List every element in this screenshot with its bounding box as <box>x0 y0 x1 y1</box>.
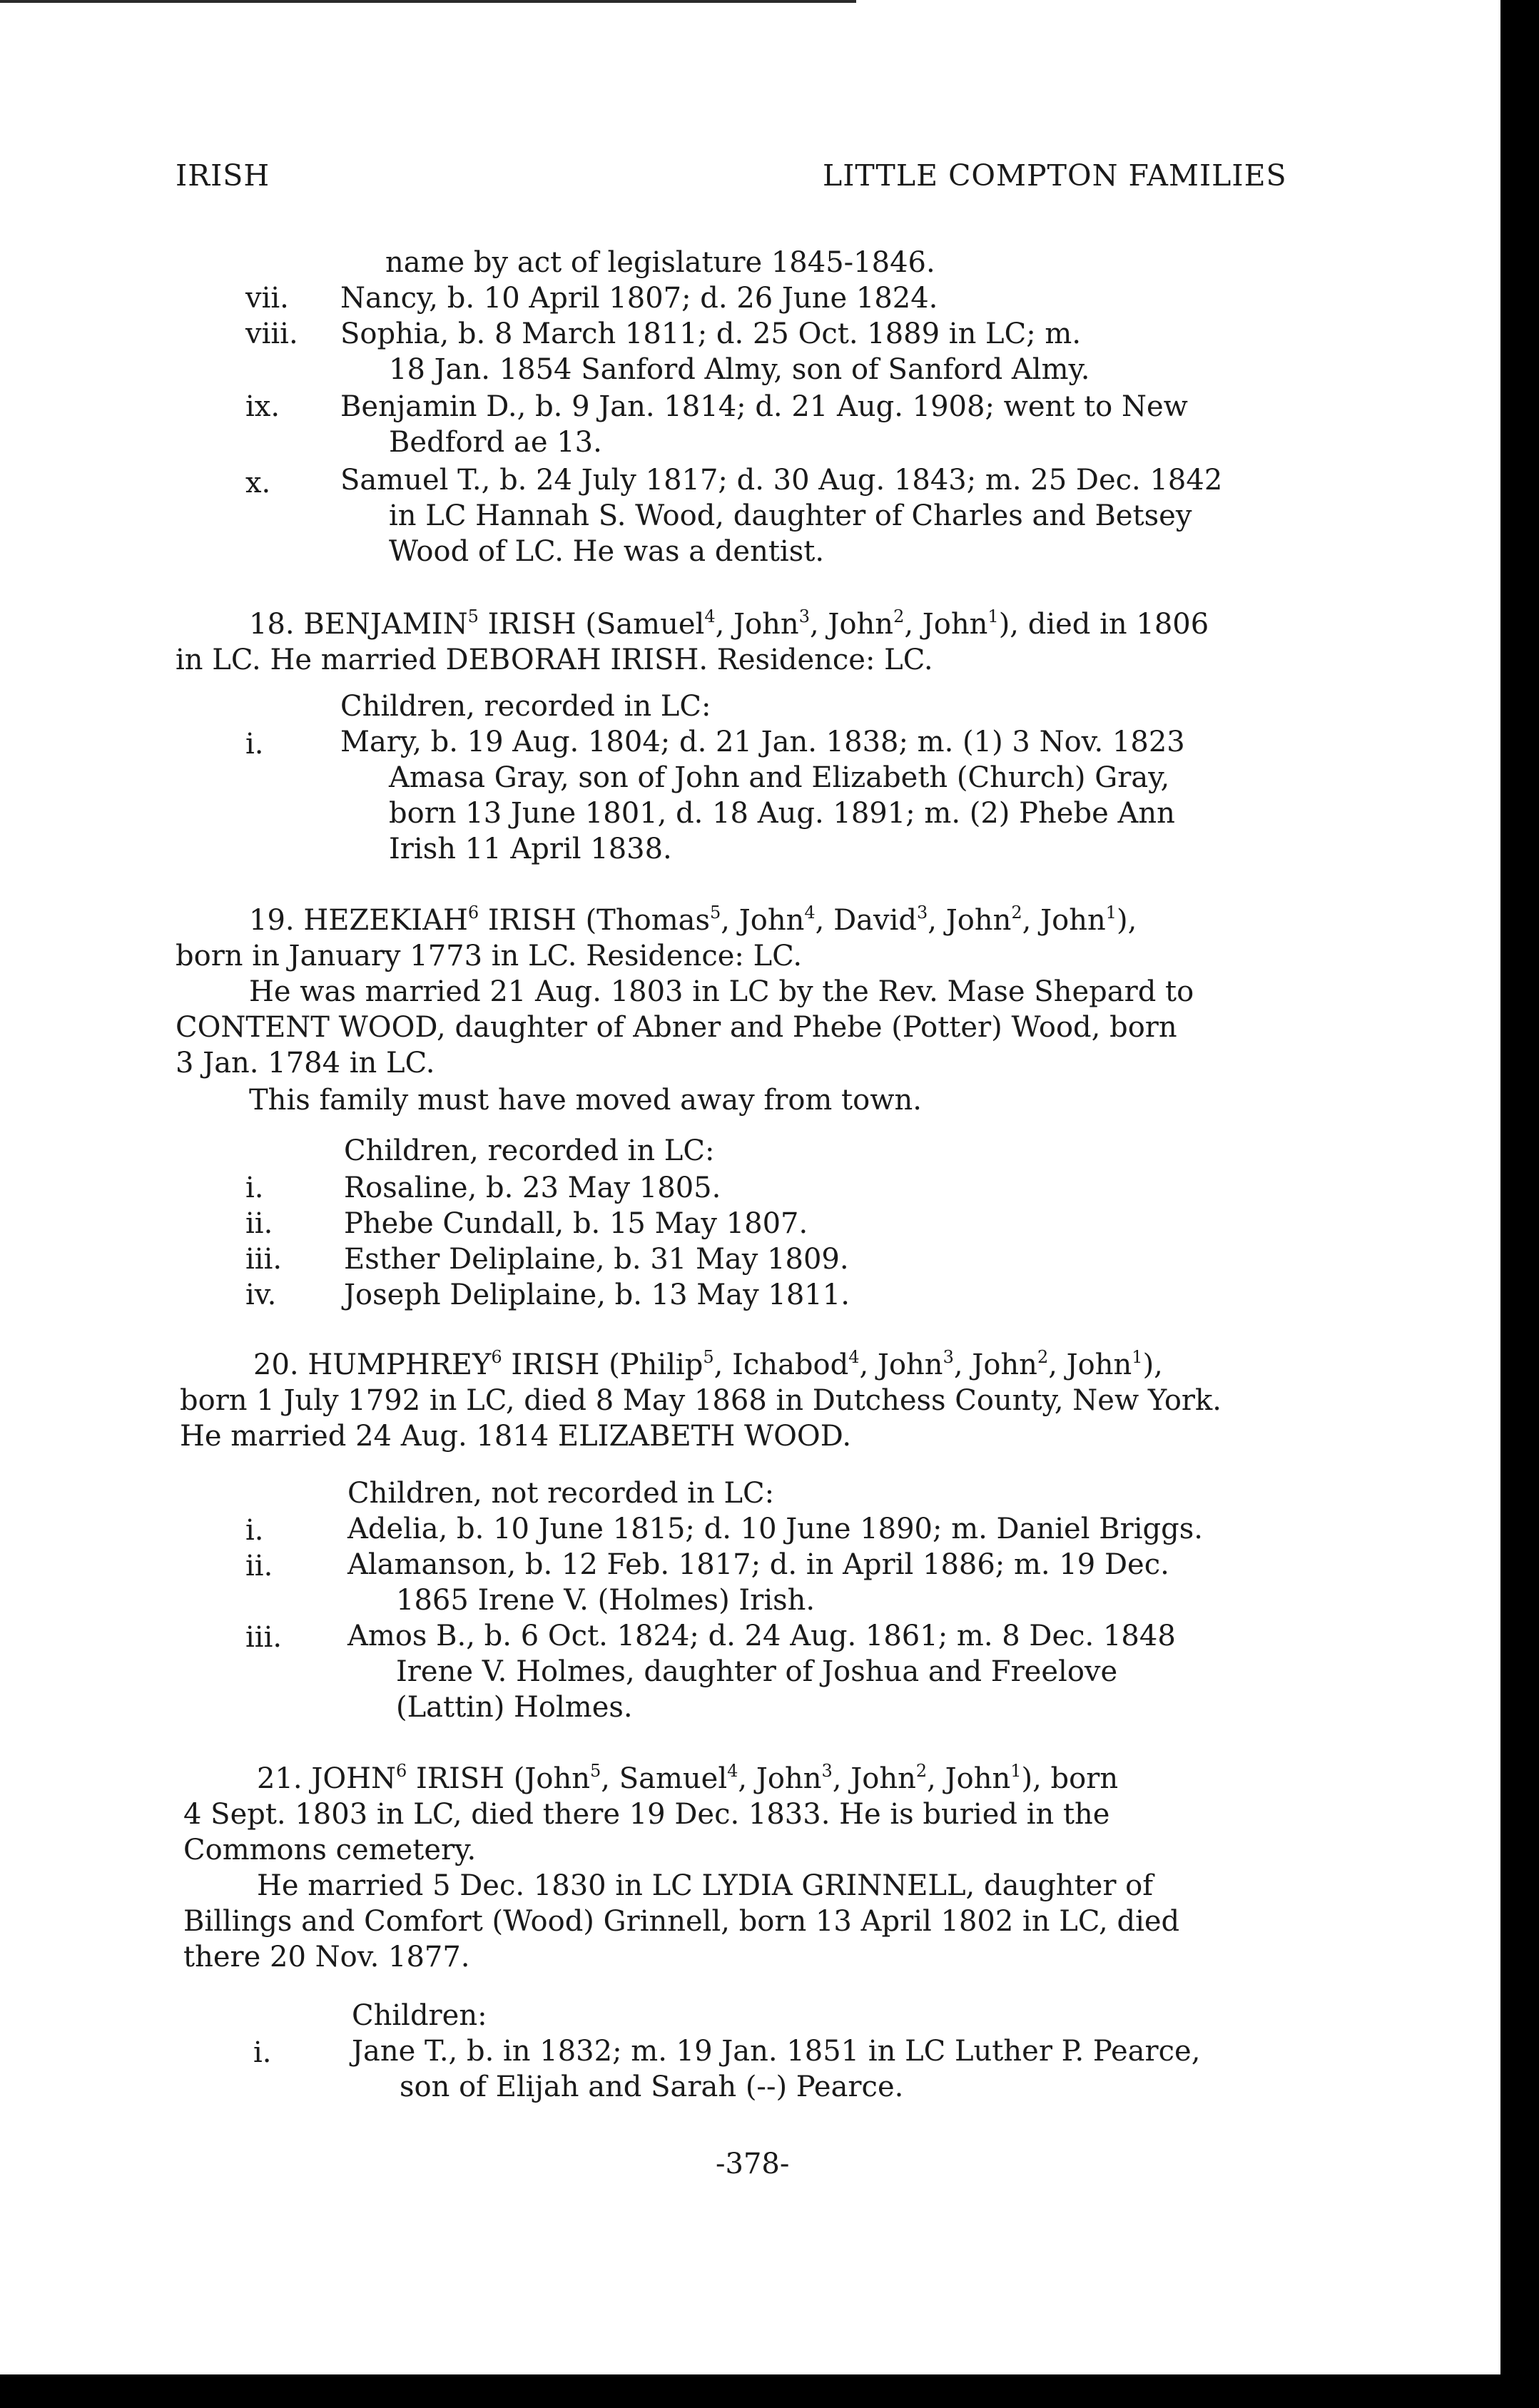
child-number: vii. <box>245 282 289 315</box>
child-number: i. <box>253 2036 272 2069</box>
child-entry-cont: Bedford ae 13. <box>389 426 602 459</box>
entry-heading: 21. JOHN$^6$ IRISH (John$^5$, Samuel$^4$, John$^3$, John$^2$, John$^1$), born <box>257 1761 1119 1795</box>
child-entry-cont: Amasa Gray, son of John and Elizabeth (Church) Gray, <box>389 761 1170 794</box>
child-entry-cont: 1865 Irene V. (Holmes) Irish. <box>396 1584 816 1617</box>
entry-text: He was married 21 Aug. 1803 in LC by the Rev. Mase Shepard to <box>249 975 1194 1008</box>
entry-text: in LC. He married DEBORAH IRISH. Residence: LC. <box>176 644 933 676</box>
entry-heading: 19. HEZEKIAH$^6$ IRISH (Thomas$^5$, John$^4$, David$^3$, John$^2$, John$^1$), <box>249 903 1137 937</box>
child-entry: Adelia, b. 10 June 1815; d. 10 June 1890; m. Daniel Briggs. <box>347 1513 1203 1545</box>
child-entry-cont: Wood of LC. He was a dentist. <box>389 535 825 568</box>
child-number: viii. <box>245 317 298 350</box>
entry-text: there 20 Nov. 1877. <box>183 1941 470 1973</box>
entry-text: He married 5 Dec. 1830 in LC LYDIA GRINNELL, daughter of <box>257 1869 1154 1902</box>
child-number: iv. <box>245 1279 277 1311</box>
child-entry: Nancy, b. 10 April 1807; d. 26 June 1824. <box>340 282 938 315</box>
entry-text: born in January 1773 in LC. Residence: LC. <box>176 940 803 972</box>
child-entry: Mary, b. 19 Aug. 1804; d. 21 Jan. 1838; m. (1) 3 Nov. 1823 <box>340 726 1185 758</box>
child-number: x. <box>245 467 271 499</box>
child-entry: Benjamin D., b. 9 Jan. 1814; d. 21 Aug. 1908; went to New <box>340 390 1188 423</box>
child-entry: Joseph Deliplaine, b. 13 May 1811. <box>344 1279 850 1311</box>
entry-text: Commons cemetery. <box>183 1834 477 1866</box>
child-number: i. <box>245 1172 264 1204</box>
entry-text: 4 Sept. 1803 in LC, died there 19 Dec. 1833. He is buried in the <box>183 1798 1110 1831</box>
scan-top-edge <box>0 0 856 3</box>
child-entry: Jane T., b. in 1832; m. 19 Jan. 1851 in LC Luther P. Pearce, <box>352 2035 1201 2068</box>
child-number: ii. <box>245 1207 273 1240</box>
child-entry: Esther Deliplaine, b. 31 May 1809. <box>344 1243 849 1276</box>
running-header-right: LITTLE COMPTON FAMILIES <box>823 158 1287 193</box>
entry-text: This family must have moved away from town. <box>249 1084 922 1117</box>
child-entry: Samuel T., b. 24 July 1817; d. 30 Aug. 1843; m. 25 Dec. 1842 <box>340 464 1223 497</box>
child-entry: Amos B., b. 6 Oct. 1824; d. 24 Aug. 1861; m. 8 Dec. 1848 <box>347 1620 1176 1652</box>
children-heading: Children: <box>352 1999 487 2032</box>
continuation-line: name by act of legislature 1845-1846. <box>385 246 935 279</box>
child-entry: Alamanson, b. 12 Feb. 1817; d. in April 1886; m. 19 Dec. <box>347 1548 1169 1581</box>
child-number: ix. <box>245 390 280 423</box>
entry-text: born 1 July 1792 in LC, died 8 May 1868 in Dutchess County, New York. <box>180 1384 1221 1417</box>
entry-text: CONTENT WOOD, daughter of Abner and Phebe (Potter) Wood, born <box>176 1011 1177 1044</box>
running-header-left: IRISH <box>176 158 270 193</box>
child-entry: Sophia, b. 8 March 1811; d. 25 Oct. 1889 in LC; m. <box>340 317 1082 350</box>
child-entry-cont: (Lattin) Holmes. <box>396 1691 633 1724</box>
entry-heading: 18. BENJAMIN$^5$ IRISH (Samuel$^4$, John$^3$, John$^2$, John$^1$), died in 1806 <box>249 606 1209 641</box>
child-entry-cont: Irene V. Holmes, daughter of Joshua and Freelove <box>396 1655 1118 1688</box>
child-entry-cont: born 13 June 1801, d. 18 Aug. 1891; m. (2) Phebe Ann <box>389 797 1175 830</box>
child-number: iii. <box>245 1243 283 1276</box>
entry-text: He married 24 Aug. 1814 ELIZABETH WOOD. <box>180 1420 852 1453</box>
entry-text: 3 Jan. 1784 in LC. <box>176 1047 435 1079</box>
children-heading: Children, recorded in LC: <box>344 1134 715 1167</box>
child-number: ii. <box>245 1550 273 1583</box>
child-entry: Rosaline, b. 23 May 1805. <box>344 1172 721 1204</box>
entry-heading: 20. HUMPHREY$^6$ IRISH (Philip$^5$, Ichabod$^4$, John$^3$, John$^2$, John$^1$), <box>253 1347 1163 1381</box>
child-number: iii. <box>245 1621 283 1654</box>
child-number: i. <box>245 1514 264 1547</box>
children-heading: Children, not recorded in LC: <box>347 1477 775 1510</box>
child-number: i. <box>245 728 264 761</box>
child-entry: Phebe Cundall, b. 15 May 1807. <box>344 1207 808 1240</box>
children-heading: Children, recorded in LC: <box>340 690 711 723</box>
child-entry-cont: Irish 11 April 1838. <box>389 833 672 865</box>
entry-text: Billings and Comfort (Wood) Grinnell, born 13 April 1802 in LC, died <box>183 1905 1180 1938</box>
child-entry-cont: son of Elijah and Sarah (--) Pearce. <box>400 2071 904 2103</box>
child-entry-cont: 18 Jan. 1854 Sanford Almy, son of Sanford Almy. <box>389 353 1090 386</box>
page-number: -378- <box>716 2148 790 2180</box>
child-entry-cont: in LC Hannah S. Wood, daughter of Charles and Betsey <box>389 499 1192 532</box>
